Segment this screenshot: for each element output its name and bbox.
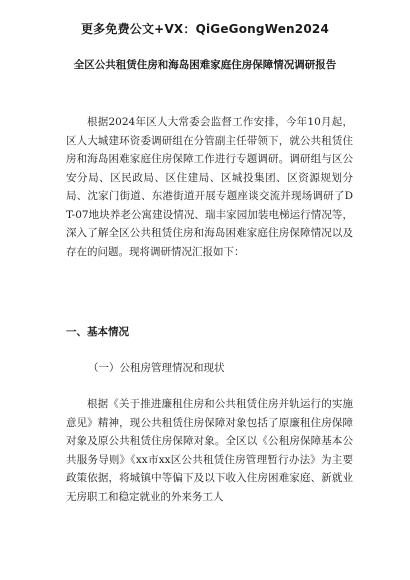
policy-paragraph: 根据《关于推进廉租住房和公共租赁住房并轨运行的实施意见》精神，现公共租赁住房保障对象包括了原廉租住房保障对象及原公共租赁住房保障对象。全区以《公租房保障基本公共服务导则》《xx市xx区公共租赁住房管理暂行办法》为主要政策依据，将城镇中等偏下及以下收入住房困难家庭、新就业无房职工和稳定就业的外来务工人 xyxy=(66,398,353,503)
subsection-heading-management: （一）公租房管理情况和现状 xyxy=(88,362,225,374)
intro-paragraph: 根据2024年区人大常委会监督工作安排，今年10月起，区人大城建环资委调研组在分管副主任带领下，就公共租赁住房和海岛困难家庭住房保障工作进行专题调研。调研组与区公安分局、区民政局、区住建局、区城投集团、区资源规划分局、沈家门街道、东港街道开展专题座谈交流并现场调研了DT-07地块养老公寓建设情况、瑞丰家园加装电梯运行情况等，深入了解全区公共租赁住房和海岛困难家庭住房保障情况以及存在的问题。现将调研情况汇报如下： xyxy=(66,116,353,258)
report-title: 全区公共租赁住房和海岛困难家庭住房保障情况调研报告 xyxy=(73,59,337,71)
watermark-header: 更多免费公文+VX：QiGeGongWen2024 xyxy=(80,22,329,36)
section-heading-basic-situation: 一、基本情况 xyxy=(66,326,129,338)
